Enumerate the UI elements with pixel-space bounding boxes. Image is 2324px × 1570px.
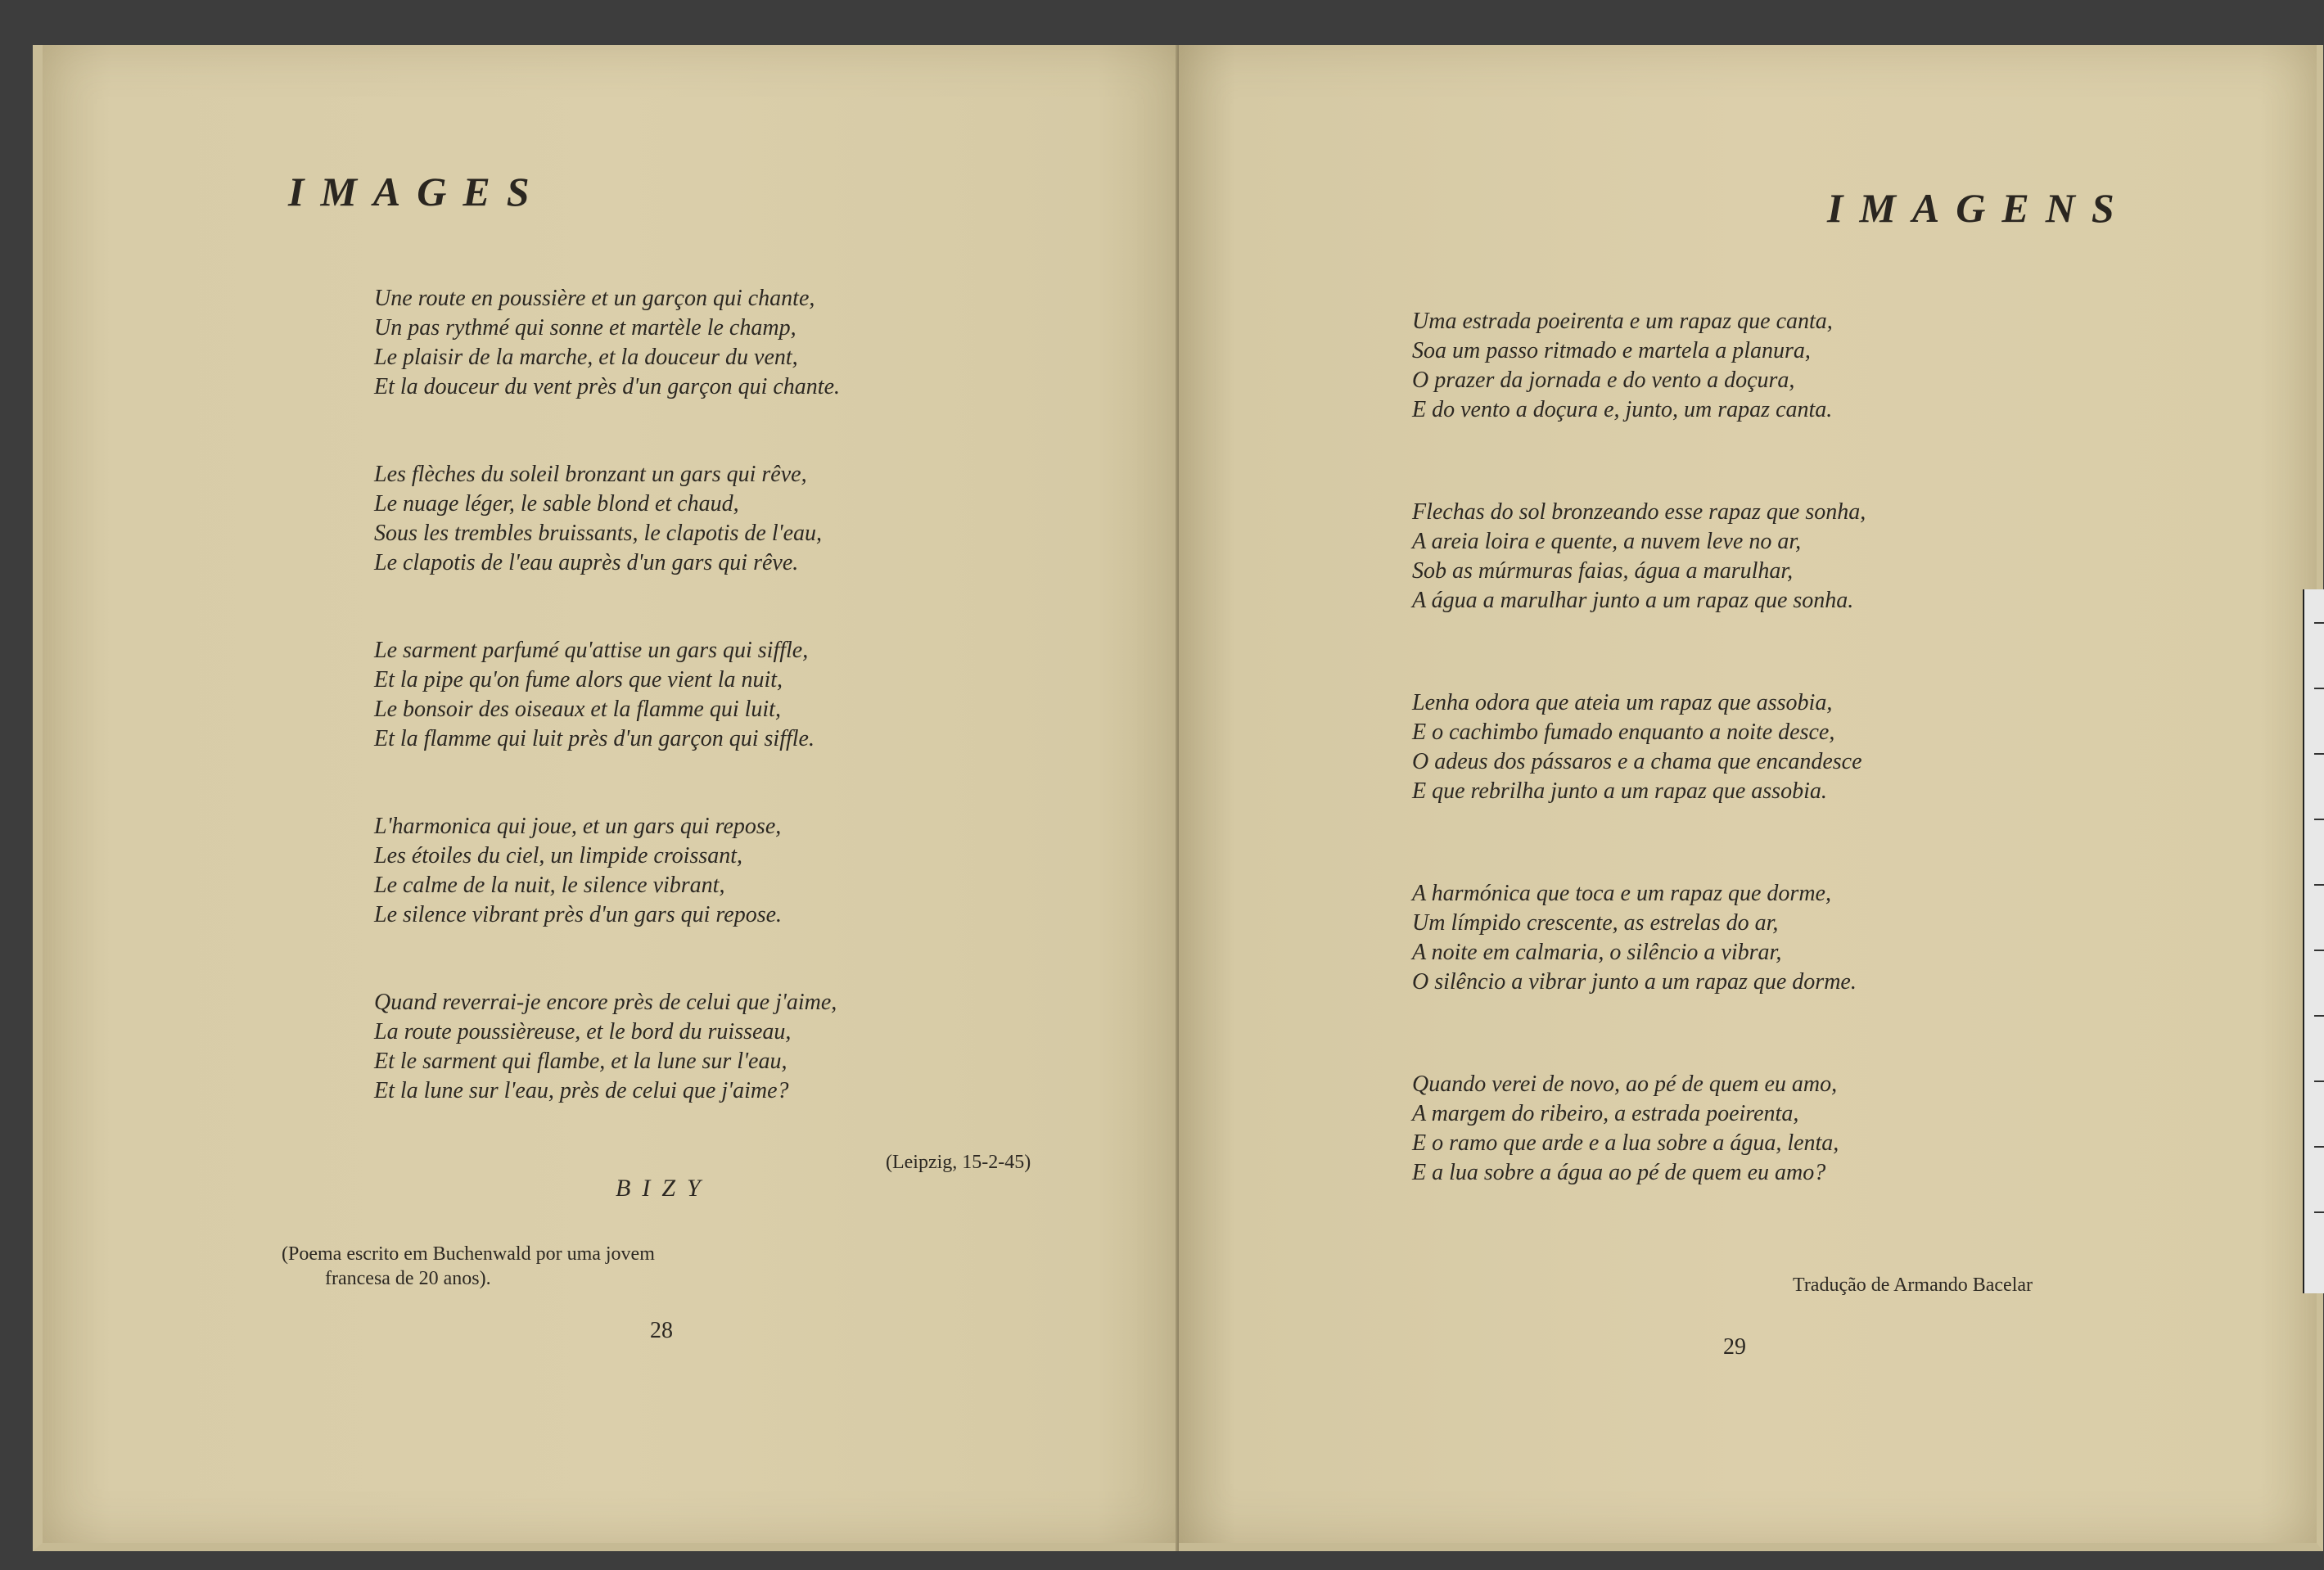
place-date: (Leipzig, 15-2-45) bbox=[886, 1152, 1031, 1173]
ruler-tick bbox=[2314, 1015, 2324, 1017]
left-stanza-4 bbox=[374, 812, 782, 930]
right-page bbox=[1179, 45, 2323, 1551]
verse-line: A areia loira e quente, a nuvem leve no ar, bbox=[1412, 529, 1802, 554]
verse-line: Et la flamme qui luit près d'un garçon qui siffle. bbox=[374, 726, 815, 751]
scan-ruler bbox=[2303, 589, 2324, 1293]
ruler-tick bbox=[2314, 753, 2324, 755]
verse-line: E o ramo que arde e a lua sobre a água, lenta, bbox=[1412, 1130, 1839, 1156]
translator-note-line-1: (Poema escrito em Buchenwald por uma jovem bbox=[282, 1243, 655, 1265]
verse-line: Et la lune sur l'eau, près de celui que j'aime? bbox=[374, 1078, 789, 1103]
verse-line: Les étoiles du ciel, un limpide croissant, bbox=[374, 843, 743, 868]
verse-line: A harmónica que toca e um rapaz que dorme, bbox=[1412, 881, 1831, 906]
verse-line: O adeus dos pássaros e a chama que encandesce bbox=[1412, 749, 1862, 774]
verse-line: Le bonsoir des oiseaux et la flamme qui luit, bbox=[374, 697, 781, 722]
verse-line: Quand reverrai-je encore près de celui que j'aime, bbox=[374, 990, 837, 1015]
verse-line: Le clapotis de l'eau auprès d'un gars qui rêve. bbox=[374, 550, 799, 575]
verse-line: E a lua sobre a água ao pé de quem eu amo? bbox=[1412, 1160, 1826, 1185]
verse-line: Le sarment parfumé qu'attise un gars qui siffle, bbox=[374, 638, 809, 663]
ruler-tick bbox=[2314, 819, 2324, 820]
left-stanza-2 bbox=[374, 460, 822, 578]
verse-line: O silêncio a vibrar junto a um rapaz que dorme. bbox=[1412, 969, 1857, 995]
verse-line: E do vento a doçura e, junto, um rapaz canta. bbox=[1412, 397, 1833, 422]
left-stanza-3 bbox=[374, 636, 815, 754]
right-stanza-5 bbox=[1412, 1070, 1839, 1188]
left-page bbox=[33, 45, 1189, 1551]
right-stanza-1 bbox=[1412, 307, 1833, 425]
left-stanza-1 bbox=[374, 284, 840, 402]
verse-line: Le plaisir de la marche, et la douceur du vent, bbox=[374, 345, 798, 370]
author-signature: BIZY bbox=[616, 1175, 712, 1202]
ruler-tick bbox=[2314, 884, 2324, 886]
right-stanza-4 bbox=[1412, 879, 1857, 997]
verse-line: Et la pipe qu'on fume alors que vient la nuit, bbox=[374, 667, 783, 693]
verse-line: Soa um passo ritmado e martela a planura, bbox=[1412, 338, 1811, 363]
translator-note-line-2: francesa de 20 anos). bbox=[325, 1268, 491, 1289]
left-page-title: IMAGES bbox=[288, 169, 546, 214]
page-number-left: 28 bbox=[650, 1318, 673, 1343]
verse-line: Sous les trembles bruissants, le clapotis de l'eau, bbox=[374, 521, 823, 546]
verse-line: Le calme de la nuit, le silence vibrant, bbox=[374, 873, 725, 898]
verse-line: E o cachimbo fumado enquanto a noite desce, bbox=[1412, 720, 1835, 745]
ruler-tick bbox=[2314, 622, 2324, 624]
verse-line: Une route en poussière et un garçon qui chante, bbox=[374, 286, 815, 311]
left-stanza-5 bbox=[374, 988, 837, 1106]
verse-line: L'harmonica qui joue, et un gars qui repose, bbox=[374, 814, 782, 839]
verse-line: Un pas rythmé qui sonne et martèle le champ, bbox=[374, 315, 796, 341]
verse-line: Le silence vibrant près d'un gars qui repose. bbox=[374, 902, 783, 927]
right-stanza-2 bbox=[1412, 498, 1866, 616]
verse-line: Um límpido crescente, as estrelas do ar, bbox=[1412, 910, 1779, 936]
verse-line: Lenha odora que ateia um rapaz que assobia, bbox=[1412, 690, 1833, 715]
right-stanza-3 bbox=[1412, 688, 1862, 806]
verse-line: A noite em calmaria, o silêncio a vibrar, bbox=[1412, 940, 1782, 965]
verse-line: Sob as múrmuras faias, água a marulhar, bbox=[1412, 558, 1794, 584]
verse-line: Les flèches du soleil bronzant un gars qui rêve, bbox=[374, 462, 807, 487]
verse-line: A água a marulhar junto a um rapaz que sonha. bbox=[1412, 588, 1854, 613]
verse-line: A margem do ribeiro, a estrada poeirenta, bbox=[1412, 1101, 1799, 1126]
translator-credit: Tradução de Armando Bacelar bbox=[1793, 1274, 2033, 1296]
ruler-tick bbox=[2314, 950, 2324, 951]
ruler-tick bbox=[2314, 688, 2324, 689]
verse-line: Et le sarment qui flambe, et la lune sur l'eau, bbox=[374, 1049, 787, 1074]
verse-line: E que rebrilha junto a um rapaz que assobia. bbox=[1412, 778, 1827, 804]
right-page-title: IMAGENS bbox=[1827, 185, 2131, 231]
verse-line: Flechas do sol bronzeando esse rapaz que sonha, bbox=[1412, 499, 1866, 525]
verse-line: La route poussièreuse, et le bord du ruisseau, bbox=[374, 1019, 792, 1044]
verse-line: O prazer da jornada e do vento a doçura, bbox=[1412, 368, 1795, 393]
page-number-right: 29 bbox=[1723, 1334, 1746, 1360]
ruler-tick bbox=[2314, 1146, 2324, 1148]
ruler-tick bbox=[2314, 1081, 2324, 1082]
verse-line: Uma estrada poeirenta e um rapaz que canta, bbox=[1412, 309, 1833, 334]
verse-line: Quando verei de novo, ao pé de quem eu amo, bbox=[1412, 1071, 1838, 1097]
ruler-tick bbox=[2314, 1211, 2324, 1213]
verse-line: Et la douceur du vent près d'un garçon qui chante. bbox=[374, 374, 840, 399]
open-book bbox=[33, 45, 2292, 1543]
verse-line: Le nuage léger, le sable blond et chaud, bbox=[374, 491, 739, 517]
